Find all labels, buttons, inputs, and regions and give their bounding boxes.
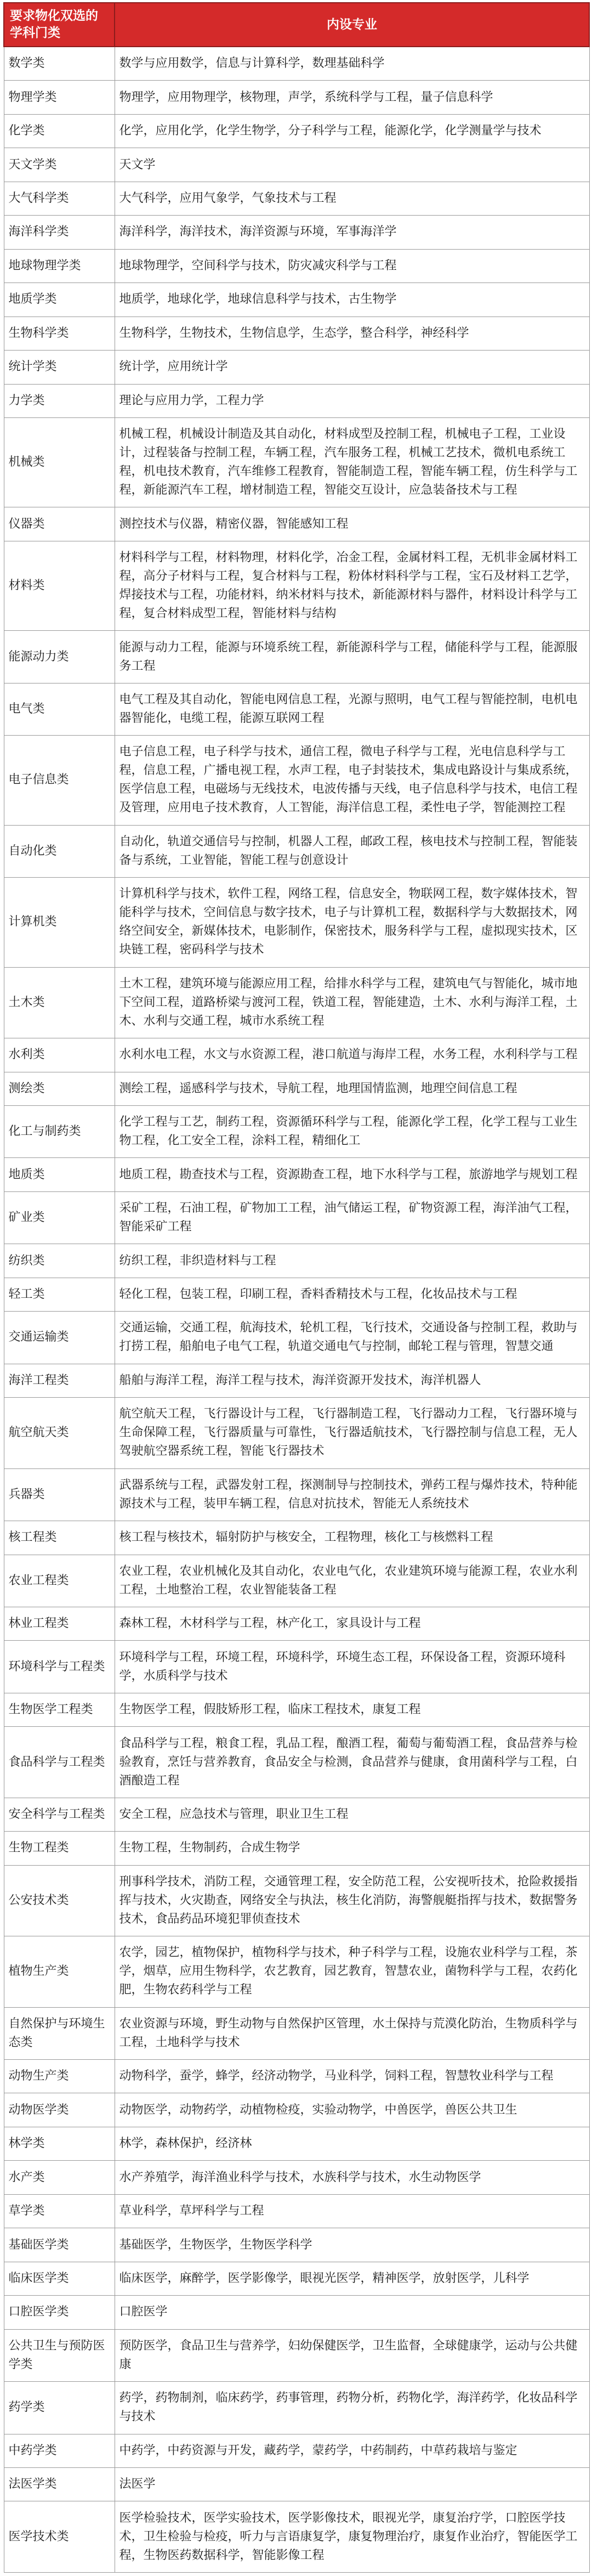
table-row bbox=[4, 878, 589, 967]
majors-cell: 航空航天工程，飞行器设计与工程，飞行器制造工程，飞行器动力工程，飞行器环境与生命保障工程，飞行器质量与可靠性，飞行器适航技术，飞行器控制与信息工程，无人驾驶航空器系统工程，智能飞行器技术 bbox=[115, 1398, 589, 1468]
category-cell: 动物生产类 bbox=[4, 2060, 115, 2093]
table-row bbox=[4, 1038, 589, 1072]
table-row bbox=[4, 1555, 589, 1607]
category-cell: 林学类 bbox=[4, 2127, 115, 2160]
table-row bbox=[4, 216, 589, 249]
majors-cell: 药学，药物制剂，临床药学，药事管理，药物分析，药物化学，海洋药学，化妆品科学与技术 bbox=[115, 2382, 589, 2434]
majors-cell: 电子信息工程，电子科学与技术，通信工程，微电子科学与工程，光电信息科学与工程，信息工程，广播电视工程，水声工程，电子封装技术，集成电路设计与集成系统，医学信息工程，电磁场与无线技术，电波传播与天线，电子信息科学与技术，电信工程及管理，应用电子技术教育，人工智能，海洋信息工程，柔性电子学，智能测控工程 bbox=[115, 736, 589, 825]
category-cell: 航空航天类 bbox=[4, 1398, 115, 1468]
category-cell: 材料类 bbox=[4, 541, 115, 630]
category-cell: 生物医学工程类 bbox=[4, 1693, 115, 1726]
table-row bbox=[4, 2501, 589, 2572]
majors-cell: 生物科学，生物技术，生物信息学，生态学，整合科学，神经科学 bbox=[115, 317, 589, 350]
category-cell: 海洋工程类 bbox=[4, 1364, 115, 1397]
majors-cell: 农业工程，农业机械化及其自动化，农业电气化，农业建筑环境与能源工程，农业水利工程，土地整治工程，农业智能装备工程 bbox=[115, 1555, 589, 1607]
majors-cell: 大气科学，应用气象学，气象技术与工程 bbox=[115, 182, 589, 215]
table-row bbox=[4, 1727, 589, 1798]
category-cell: 地球物理学类 bbox=[4, 249, 115, 283]
category-cell: 力学类 bbox=[4, 384, 115, 417]
table-row bbox=[4, 1105, 589, 1157]
table-row bbox=[4, 2228, 589, 2262]
category-cell: 纺织类 bbox=[4, 1244, 115, 1278]
majors-cell: 口腔医学 bbox=[115, 2296, 589, 2329]
category-cell: 化工与制药类 bbox=[4, 1105, 115, 1157]
table-row bbox=[4, 2007, 589, 2059]
table-row bbox=[4, 2161, 589, 2194]
table-row bbox=[4, 1798, 589, 1831]
category-cell: 电气类 bbox=[4, 683, 115, 735]
table-row bbox=[4, 1278, 589, 1311]
majors-cell: 采矿工程，石油工程，矿物加工工程，油气储运工程，矿物资源工程，海洋油气工程，智能采矿工程 bbox=[115, 1191, 589, 1244]
header-majors: 内设专业 bbox=[115, 3, 589, 47]
majors-cell: 地质工程，勘查技术与工程，资源勘查工程，地下水科学与工程，旅游地学与规划工程 bbox=[115, 1158, 589, 1191]
table-row bbox=[4, 631, 589, 683]
category-cell: 测绘类 bbox=[4, 1072, 115, 1105]
table-row bbox=[4, 2127, 589, 2160]
majors-cell: 物理学，应用物理学，核物理，声学，系统科学与工程，量子信息科学 bbox=[115, 81, 589, 114]
table-row bbox=[4, 114, 589, 148]
table-row bbox=[4, 507, 589, 541]
category-cell: 公安技术类 bbox=[4, 1865, 115, 1936]
header-category: 要求物化双选的学科门类 bbox=[4, 3, 115, 47]
table-row bbox=[4, 683, 589, 735]
table-row bbox=[4, 351, 589, 384]
majors-cell: 生物工程，生物制药，合成生物学 bbox=[115, 1832, 589, 1865]
table-row bbox=[4, 81, 589, 114]
table-row bbox=[4, 2262, 589, 2295]
majors-cell: 地质学，地球化学，地球信息科学与技术，古生物学 bbox=[115, 283, 589, 317]
table-row bbox=[4, 2194, 589, 2228]
majors-cell: 土木工程，建筑环境与能源应用工程，给排水科学与工程，建筑电气与智能化，城市地下空间工程，道路桥梁与渡河工程，铁道工程，智能建造，土木、水利与海洋工程，土木、水利与交通工程，城市水系统工程 bbox=[115, 967, 589, 1038]
table-header-row bbox=[4, 3, 589, 47]
category-cell: 水产类 bbox=[4, 2161, 115, 2194]
category-cell: 动物医学类 bbox=[4, 2093, 115, 2127]
table-row bbox=[4, 2468, 589, 2501]
table-row bbox=[4, 1244, 589, 1278]
category-cell: 大气科学类 bbox=[4, 182, 115, 215]
major-table bbox=[3, 2, 590, 2573]
category-cell: 基础医学类 bbox=[4, 2228, 115, 2262]
majors-cell: 交通运输，交通工程，航海技术，轮机工程，飞行技术，交通设备与控制工程，救助与打捞工程，船舶电子电气工程，轨道交通电气与控制，邮轮工程与管理，智慧交通 bbox=[115, 1312, 589, 1364]
category-cell: 地质学类 bbox=[4, 283, 115, 317]
majors-cell: 测控技术与仪器，精密仪器，智能感知工程 bbox=[115, 507, 589, 541]
table-row bbox=[4, 2434, 589, 2467]
table-row bbox=[4, 541, 589, 630]
majors-cell: 林学，森林保护，经济林 bbox=[115, 2127, 589, 2160]
majors-cell: 水利水电工程，水文与水资源工程，港口航道与海岸工程，水务工程，水利科学与工程 bbox=[115, 1038, 589, 1072]
category-cell: 生物科学类 bbox=[4, 317, 115, 350]
category-cell: 公共卫生与预防医学类 bbox=[4, 2329, 115, 2381]
majors-cell: 刑事科学技术，消防工程，交通管理工程，安全防范工程，公安视听技术，抢险救援指挥与技术，火灾勘查，网络安全与执法，核生化消防，海警舰艇指挥与技术，数据警务技术，食品药品环境犯罪侦查技术 bbox=[115, 1865, 589, 1936]
majors-cell: 农业资源与环境，野生动物与自然保护区管理，水土保持与荒漠化防治，生物质科学与工程，土地科学与技术 bbox=[115, 2007, 589, 2059]
majors-cell: 测绘工程，遥感科学与技术，导航工程，地理国情监测，地理空间信息工程 bbox=[115, 1072, 589, 1105]
category-cell: 中药学类 bbox=[4, 2434, 115, 2467]
table-row bbox=[4, 249, 589, 283]
category-cell: 化学类 bbox=[4, 114, 115, 148]
table-row bbox=[4, 825, 589, 877]
majors-cell: 环境科学与工程，环境工程，环境科学，环境生态工程，环保设备工程，资源环境科学，水质科学与技术 bbox=[115, 1641, 589, 1693]
table-row bbox=[4, 2329, 589, 2381]
category-cell: 医学技术类 bbox=[4, 2501, 115, 2572]
category-cell: 统计学类 bbox=[4, 351, 115, 384]
category-cell: 数学类 bbox=[4, 47, 115, 81]
category-cell: 电子信息类 bbox=[4, 736, 115, 825]
table-row bbox=[4, 736, 589, 825]
table-row bbox=[4, 1158, 589, 1191]
majors-cell: 地球物理学，空间科学与技术，防灾减灾科学与工程 bbox=[115, 249, 589, 283]
majors-cell: 食品科学与工程，粮食工程，乳品工程，酿酒工程，葡萄与葡萄酒工程，食品营养与检验教育，烹饪与营养教育，食品安全与检测，食品营养与健康，食用菌科学与工程，白酒酿造工程 bbox=[115, 1727, 589, 1798]
category-cell: 林业工程类 bbox=[4, 1607, 115, 1640]
majors-cell: 生物医学工程，假肢矫形工程，临床工程技术，康复工程 bbox=[115, 1693, 589, 1726]
majors-cell: 动物科学，蚕学，蜂学，经济动物学，马业科学，饲料工程，智慧牧业科学与工程 bbox=[115, 2060, 589, 2093]
table-row bbox=[4, 2296, 589, 2329]
table-row bbox=[4, 967, 589, 1038]
category-cell: 天文学类 bbox=[4, 148, 115, 182]
table-row bbox=[4, 182, 589, 215]
majors-cell: 机械工程，机械设计制造及其自动化，材料成型及控制工程，机械电子工程，工业设计，过程装备与控制工程，车辆工程，汽车服务工程，机械工艺技术，微机电系统工程，机电技术教育，汽车维修工程教育，智能制造工程，智能车辆工程，仿生科学与工程，新能源汽车工程，增材制造工程，智能交互设计，应急装备技术与工程 bbox=[115, 417, 589, 507]
category-cell: 水利类 bbox=[4, 1038, 115, 1072]
category-cell: 计算机类 bbox=[4, 878, 115, 967]
table-row bbox=[4, 1832, 589, 1865]
category-cell: 机械类 bbox=[4, 417, 115, 507]
category-cell: 土木类 bbox=[4, 967, 115, 1038]
category-cell: 矿业类 bbox=[4, 1191, 115, 1244]
majors-cell: 医学检验技术，医学实验技术，医学影像技术，眼视光学，康复治疗学，口腔医学技术，卫生检验与检疫，听力与言语康复学，康复物理治疗，康复作业治疗，智能医学工程，生物医药数据科学，智能影像工程 bbox=[115, 2501, 589, 2572]
majors-cell: 农学，园艺，植物保护，植物科学与技术，种子科学与工程，设施农业科学与工程，茶学，烟草，应用生物科学，农艺教育，园艺教育，智慧农业，菌物科学与工程，农药化肥，生物农药科学与工程 bbox=[115, 1936, 589, 2007]
category-cell: 核工程类 bbox=[4, 1521, 115, 1555]
table-row bbox=[4, 384, 589, 417]
category-cell: 能源动力类 bbox=[4, 631, 115, 683]
category-cell: 草学类 bbox=[4, 2194, 115, 2228]
table-row bbox=[4, 317, 589, 350]
majors-cell: 自动化，轨道交通信号与控制，机器人工程，邮政工程，核电技术与控制工程，智能装备与系统，工业智能，智能工程与创意设计 bbox=[115, 825, 589, 877]
table-row bbox=[4, 1693, 589, 1726]
majors-cell: 数学与应用数学，信息与计算科学，数理基础科学 bbox=[115, 47, 589, 81]
category-cell: 地质类 bbox=[4, 1158, 115, 1191]
category-cell: 轻工类 bbox=[4, 1278, 115, 1311]
majors-cell: 临床医学，麻醉学，医学影像学，眼视光医学，精神医学，放射医学，儿科学 bbox=[115, 2262, 589, 2295]
table-row bbox=[4, 2093, 589, 2127]
table-row bbox=[4, 1364, 589, 1397]
table-row bbox=[4, 1936, 589, 2007]
table-row bbox=[4, 1865, 589, 1936]
category-cell: 自动化类 bbox=[4, 825, 115, 877]
majors-cell: 材料科学与工程，材料物理，材料化学，冶金工程，金属材料工程，无机非金属材料工程，高分子材料与工程，复合材料与工程，粉体材料科学与工程，宝石及材料工艺学，焊接技术与工程，功能材料，纳米材料与技术，新能源材料与器件，材料设计科学与工程，复合材料成型工程，智能材料与结构 bbox=[115, 541, 589, 630]
table-row bbox=[4, 148, 589, 182]
majors-cell: 能源与动力工程，能源与环境系统工程，新能源科学与工程，储能科学与工程，能源服务工程 bbox=[115, 631, 589, 683]
category-cell: 临床医学类 bbox=[4, 2262, 115, 2295]
category-cell: 口腔医学类 bbox=[4, 2296, 115, 2329]
table-row bbox=[4, 1641, 589, 1693]
category-cell: 仪器类 bbox=[4, 507, 115, 541]
category-cell: 植物生产类 bbox=[4, 1936, 115, 2007]
majors-cell: 草业科学，草坪科学与工程 bbox=[115, 2194, 589, 2228]
table-body bbox=[4, 47, 589, 2572]
category-cell: 安全科学与工程类 bbox=[4, 1798, 115, 1831]
category-cell: 农业工程类 bbox=[4, 1555, 115, 1607]
table-row bbox=[4, 1607, 589, 1640]
table-row bbox=[4, 1468, 589, 1521]
table-row bbox=[4, 1398, 589, 1468]
majors-cell: 化学，应用化学，化学生物学，分子科学与工程，能源化学，化学测量学与技术 bbox=[115, 114, 589, 148]
table-row bbox=[4, 1521, 589, 1555]
category-cell: 交通运输类 bbox=[4, 1312, 115, 1364]
table-row bbox=[4, 1072, 589, 1105]
majors-cell: 纺织工程，非织造材料与工程 bbox=[115, 1244, 589, 1278]
majors-cell: 天文学 bbox=[115, 148, 589, 182]
table-row bbox=[4, 1312, 589, 1364]
category-cell: 物理学类 bbox=[4, 81, 115, 114]
majors-cell: 核工程与核技术，辐射防护与核安全，工程物理，核化工与核燃料工程 bbox=[115, 1521, 589, 1555]
table-row bbox=[4, 2060, 589, 2093]
majors-cell: 法医学 bbox=[115, 2468, 589, 2501]
majors-cell: 水产养殖学，海洋渔业科学与技术，水族科学与技术，水生动物医学 bbox=[115, 2161, 589, 2194]
category-cell: 食品科学与工程类 bbox=[4, 1727, 115, 1798]
category-cell: 药学类 bbox=[4, 2382, 115, 2434]
category-cell: 自然保护与环境生态类 bbox=[4, 2007, 115, 2059]
category-cell: 法医学类 bbox=[4, 2468, 115, 2501]
majors-cell: 船舶与海洋工程，海洋工程与技术，海洋资源开发技术，海洋机器人 bbox=[115, 1364, 589, 1397]
table-row bbox=[4, 1191, 589, 1244]
majors-cell: 中药学，中药资源与开发，藏药学，蒙药学，中药制药，中草药栽培与鉴定 bbox=[115, 2434, 589, 2467]
category-cell: 兵器类 bbox=[4, 1468, 115, 1521]
table-row bbox=[4, 283, 589, 317]
majors-cell: 预防医学，食品卫生与营养学，妇幼保健医学，卫生监督，全球健康学，运动与公共健康 bbox=[115, 2329, 589, 2381]
table-row bbox=[4, 417, 589, 507]
majors-cell: 海洋科学，海洋技术，海洋资源与环境，军事海洋学 bbox=[115, 216, 589, 249]
category-cell: 海洋科学类 bbox=[4, 216, 115, 249]
majors-cell: 统计学，应用统计学 bbox=[115, 351, 589, 384]
category-cell: 生物工程类 bbox=[4, 1832, 115, 1865]
category-cell: 环境科学与工程类 bbox=[4, 1641, 115, 1693]
majors-cell: 轻化工程，包装工程，印刷工程，香料香精技术与工程，化妆品技术与工程 bbox=[115, 1278, 589, 1311]
majors-cell: 基础医学，生物医学，生物医学科学 bbox=[115, 2228, 589, 2262]
table-row bbox=[4, 47, 589, 81]
majors-cell: 武器系统与工程，武器发射工程，探测制导与控制技术，弹药工程与爆炸技术，特种能源技术与工程，装甲车辆工程，信息对抗技术，智能无人系统技术 bbox=[115, 1468, 589, 1521]
majors-cell: 动物医学，动物药学，动植物检疫，实验动物学，中兽医学，兽医公共卫生 bbox=[115, 2093, 589, 2127]
majors-cell: 电气工程及其自动化，智能电网信息工程，光源与照明，电气工程与智能控制，电机电器智能化，电缆工程，能源互联网工程 bbox=[115, 683, 589, 735]
majors-cell: 理论与应用力学，工程力学 bbox=[115, 384, 589, 417]
majors-cell: 安全工程，应急技术与管理，职业卫生工程 bbox=[115, 1798, 589, 1831]
majors-cell: 计算机科学与技术，软件工程，网络工程，信息安全，物联网工程，数字媒体技术，智能科学与技术，空间信息与数字技术，电子与计算机工程，数据科学与大数据技术，网络空间安全，新媒体技术，电影制作，保密技术，服务科学与工程，虚拟现实技术，区块链工程，密码科学与技术 bbox=[115, 878, 589, 967]
majors-cell: 化学工程与工艺，制药工程，资源循环科学与工程，能源化学工程，化学工程与工业生物工程，化工安全工程，涂料工程，精细化工 bbox=[115, 1105, 589, 1157]
table-row bbox=[4, 2382, 589, 2434]
majors-cell: 森林工程，木材科学与工程，林产化工，家具设计与工程 bbox=[115, 1607, 589, 1640]
